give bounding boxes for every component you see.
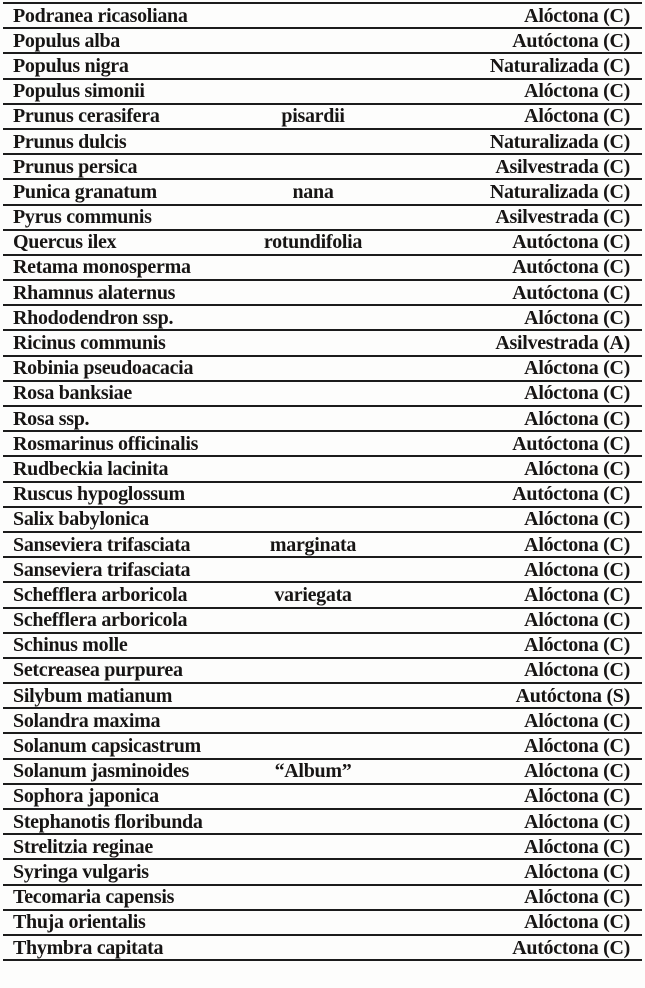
variety-name: marginata: [269, 533, 357, 556]
status-label: Alóctona (C): [524, 357, 630, 380]
table-row: [3, 884, 642, 909]
table-row: [3, 329, 642, 354]
table-row: [3, 2, 642, 27]
species-name: Populus simonii: [13, 80, 145, 103]
species-name: Robinia pseudoacacia: [13, 357, 194, 380]
species-name: Rudbeckia lacinita: [13, 457, 169, 480]
table-row: [3, 455, 642, 480]
status-label: Autóctona (C): [512, 281, 630, 304]
status-label: Alóctona (C): [524, 709, 630, 732]
table-row: [3, 783, 642, 808]
status-label: Alóctona (C): [524, 735, 630, 758]
table-row: [3, 531, 642, 556]
status-label: Alóctona (C): [524, 80, 630, 103]
status-label: Alóctona (C): [524, 583, 630, 606]
table-row: [3, 858, 642, 883]
status-label: Alóctona (C): [524, 911, 630, 934]
status-label: Alóctona (C): [524, 558, 630, 581]
species-name: Populus nigra: [13, 54, 129, 77]
status-label: Autóctona (C): [512, 936, 630, 959]
species-name: Rosa ssp.: [13, 407, 90, 430]
species-name: Prunus cerasifera: [13, 105, 160, 128]
species-name: Salix babylonica: [13, 508, 149, 531]
status-label: Alóctona (C): [524, 407, 630, 430]
table-row: [3, 52, 642, 77]
table-row: [3, 178, 642, 203]
species-name: Strelitzia reginae: [13, 835, 153, 858]
species-name: Schinus molle: [13, 634, 128, 657]
species-name: Sanseviera trifasciata: [13, 533, 191, 556]
species-name: Rosmarinus officinalis: [13, 432, 199, 455]
table-row: [3, 304, 642, 329]
status-label: Naturalizada (C): [489, 54, 630, 77]
table-row: [3, 909, 642, 934]
table-row: [3, 506, 642, 531]
status-label: Alóctona (C): [524, 105, 630, 128]
table-row: [3, 632, 642, 657]
table-row: [3, 934, 642, 959]
table-row: [3, 481, 642, 506]
status-label: Autóctona (C): [512, 231, 630, 254]
table-row: [3, 103, 642, 128]
table-row: [3, 556, 642, 581]
variety-name: “Album”: [274, 760, 352, 783]
species-name: Schefflera arboricola: [13, 583, 188, 606]
table-row: [3, 758, 642, 783]
species-name: Schefflera arboricola: [13, 609, 188, 632]
table-row: [3, 27, 642, 52]
status-label: Alóctona (C): [524, 835, 630, 858]
table-row: [3, 380, 642, 405]
species-name: Thymbra capitata: [13, 936, 164, 959]
variety-name: nana: [292, 180, 334, 203]
status-label: Alóctona (C): [524, 659, 630, 682]
species-name: Retama monosperma: [13, 256, 191, 279]
species-status-table: [3, 2, 642, 961]
table-row: [3, 682, 642, 707]
variety-name: pisardii: [281, 105, 345, 128]
status-label: Alóctona (C): [524, 609, 630, 632]
status-label: Autóctona (C): [512, 483, 630, 506]
status-label: Asilvestrada (A): [495, 332, 630, 355]
table-row: [3, 833, 642, 858]
status-label: Autóctona (C): [512, 432, 630, 455]
status-label: Alóctona (C): [524, 4, 630, 27]
species-name: Populus alba: [13, 29, 121, 52]
table-row: [3, 229, 642, 254]
table-row: [3, 204, 642, 229]
species-name: Rhododendron ssp.: [13, 306, 174, 329]
status-label: Autóctona (C): [512, 256, 630, 279]
status-label: Alóctona (C): [524, 533, 630, 556]
species-name: Rosa banksiae: [13, 382, 132, 405]
status-label: Alóctona (C): [524, 810, 630, 833]
species-name: Podranea ricasoliana: [13, 4, 188, 27]
status-label: Autóctona (S): [515, 684, 630, 707]
table-row: [3, 732, 642, 757]
species-name: Pyrus communis: [13, 206, 152, 229]
species-name: Prunus dulcis: [13, 130, 127, 153]
status-label: Naturalizada (C): [489, 130, 630, 153]
species-name: Ricinus communis: [13, 332, 166, 355]
status-label: Alóctona (C): [524, 785, 630, 808]
species-name: Sanseviera trifasciata: [13, 558, 191, 581]
variety-name: variegata: [274, 583, 352, 606]
table-row: [3, 153, 642, 178]
table-row: [3, 128, 642, 153]
species-name: Rhamnus alaternus: [13, 281, 176, 304]
species-name: Solandra maxima: [13, 709, 161, 732]
table-row: [3, 78, 642, 103]
species-name: Ruscus hypoglossum: [13, 483, 185, 506]
table-row: [3, 657, 642, 682]
table-row: [3, 355, 642, 380]
species-name: Solanum jasminoides: [13, 760, 190, 783]
status-label: Asilvestrada (C): [495, 206, 630, 229]
table-row: [3, 430, 642, 455]
species-name: Sophora japonica: [13, 785, 159, 808]
status-label: Alóctona (C): [524, 382, 630, 405]
status-label: Alóctona (C): [524, 860, 630, 883]
table-row: [3, 808, 642, 833]
species-name: Quercus ilex: [13, 231, 117, 254]
species-name: Stephanotis floribunda: [13, 810, 203, 833]
table-row: [3, 279, 642, 304]
table-row: [3, 581, 642, 606]
species-name: Prunus persica: [13, 155, 138, 178]
species-name: Thuja orientalis: [13, 911, 146, 934]
table-row: [3, 254, 642, 279]
status-label: Alóctona (C): [524, 306, 630, 329]
status-label: Alóctona (C): [524, 634, 630, 657]
species-name: Solanum capsicastrum: [13, 735, 201, 758]
species-name: Silybum matianum: [13, 684, 173, 707]
status-label: Naturalizada (C): [489, 180, 630, 203]
status-label: Alóctona (C): [524, 760, 630, 783]
table-row: [3, 607, 642, 632]
variety-name: rotundifolia: [263, 231, 363, 254]
status-label: Alóctona (C): [524, 457, 630, 480]
species-name: Tecomaria capensis: [13, 886, 175, 909]
species-name: Setcreasea purpurea: [13, 659, 183, 682]
species-name: Punica granatum: [13, 180, 157, 203]
table-row: [3, 707, 642, 732]
status-label: Alóctona (C): [524, 508, 630, 531]
table-row: [3, 405, 642, 430]
status-label: Autóctona (C): [512, 29, 630, 52]
status-label: Alóctona (C): [524, 886, 630, 909]
status-label: Asilvestrada (C): [495, 155, 630, 178]
species-name: Syringa vulgaris: [13, 860, 149, 883]
